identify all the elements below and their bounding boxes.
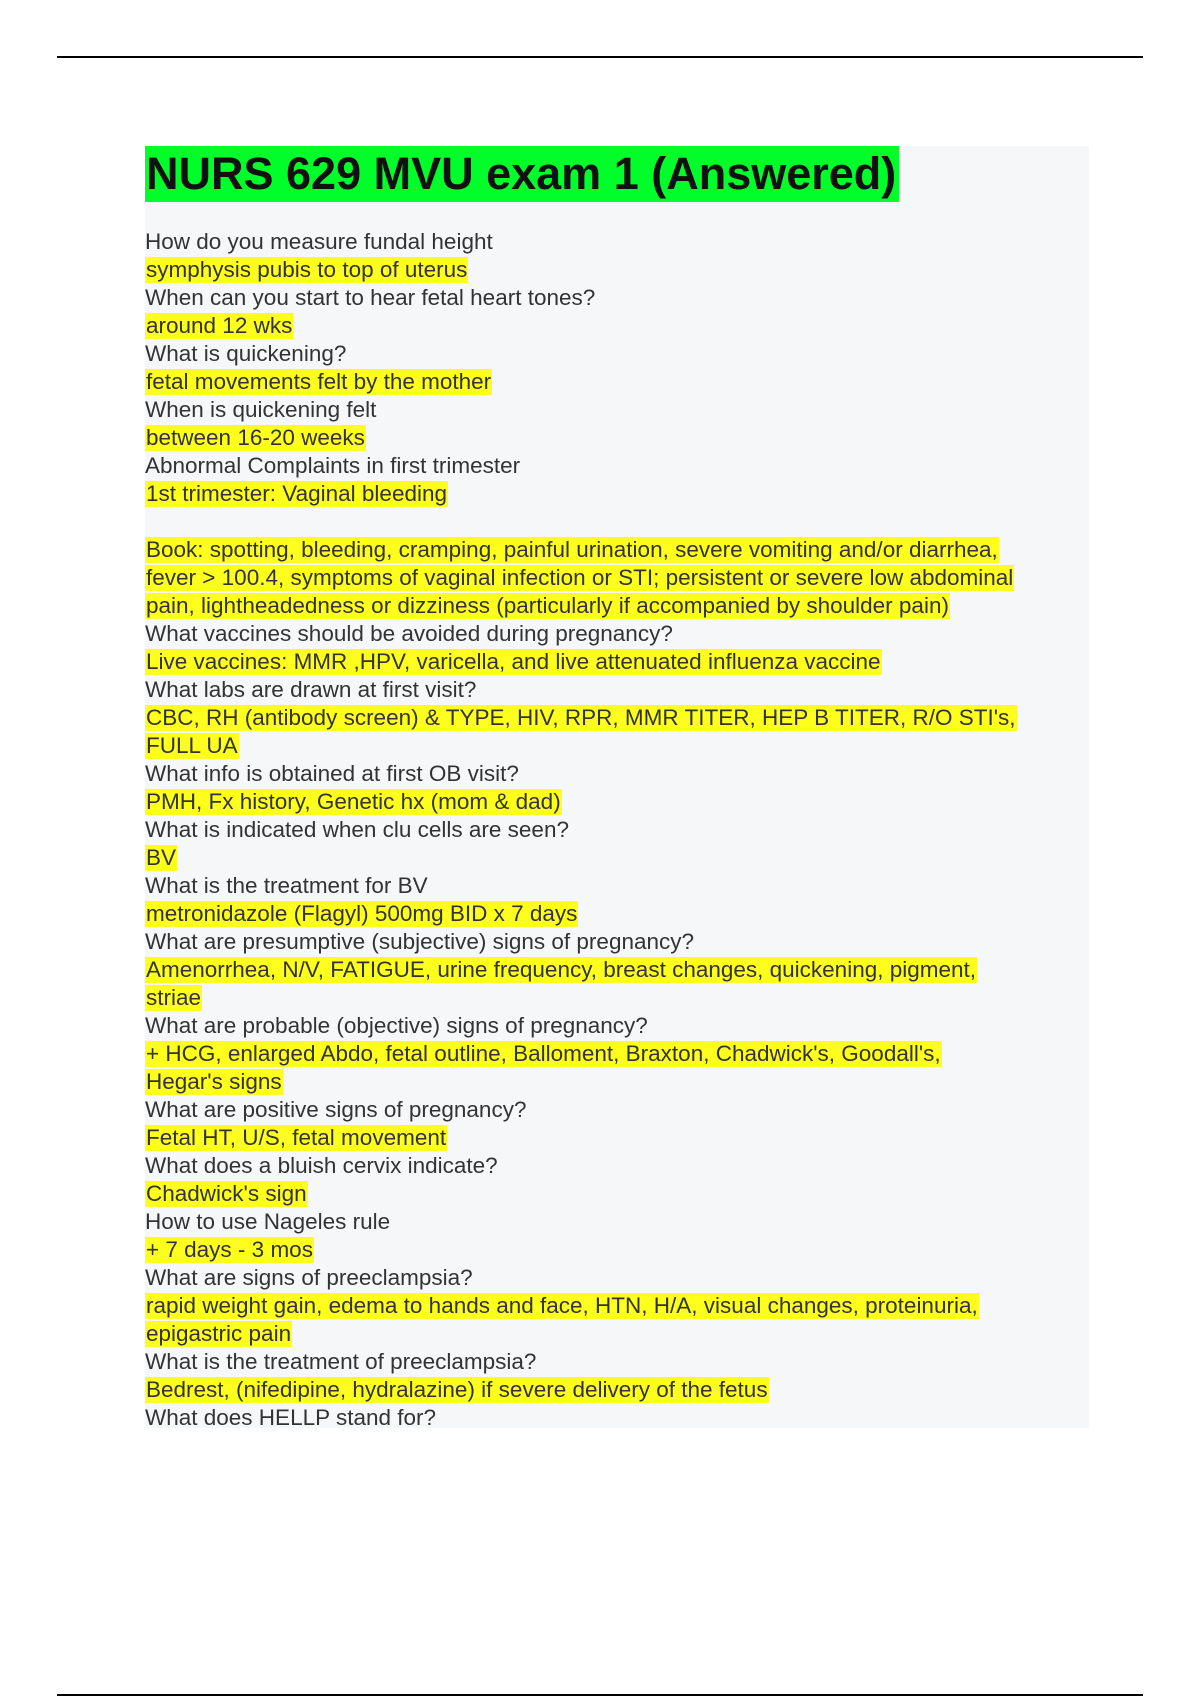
question-text: What are positive signs of pregnancy? xyxy=(145,1097,527,1122)
answer-text: around 12 wks xyxy=(146,313,293,338)
question-text: What is indicated when clu cells are seen? xyxy=(145,817,569,842)
qa-list xyxy=(145,228,1085,1432)
answer-line xyxy=(145,592,1085,620)
question-text: What is the treatment for BV xyxy=(145,873,428,898)
question-line xyxy=(145,928,1085,956)
question-line xyxy=(145,396,1085,424)
question-text: How do you measure fundal height xyxy=(145,229,493,254)
answer-line xyxy=(145,1180,1085,1208)
top-rule xyxy=(57,56,1143,58)
answer-line xyxy=(145,984,1085,1012)
question-line xyxy=(145,340,1085,368)
answer-line xyxy=(145,900,1085,928)
question-line xyxy=(145,816,1085,844)
question-line xyxy=(145,1404,1085,1432)
answer-line xyxy=(145,536,1085,564)
question-line xyxy=(145,1264,1085,1292)
answer-line xyxy=(145,424,1085,452)
answer-line xyxy=(145,368,1085,396)
question-text: When is quickening felt xyxy=(145,397,377,422)
question-text: Abnormal Complaints in first trimester xyxy=(145,453,521,478)
answer-text: epigastric pain xyxy=(146,1321,292,1346)
question-line xyxy=(145,872,1085,900)
answer-line xyxy=(145,1320,1085,1348)
answer-text: metronidazole (Flagyl) 500mg BID x 7 days xyxy=(146,901,578,926)
answer-line xyxy=(145,1292,1085,1320)
answer-line xyxy=(145,1376,1085,1404)
answer-line xyxy=(145,956,1085,984)
question-line xyxy=(145,1208,1085,1236)
answer-text: between 16-20 weeks xyxy=(146,425,365,450)
question-text: What are presumptive (subjective) signs of pregnancy? xyxy=(145,929,695,954)
answer-line xyxy=(145,732,1085,760)
answer-text: Amenorrhea, N/V, FATIGUE, urine frequency, breast changes, quickening, pigment, xyxy=(146,957,977,982)
answer-text: CBC, RH (antibody screen) & TYPE, HIV, RPR, MMR TITER, HEP B TITER, R/O STI's, xyxy=(146,705,1016,730)
question-line xyxy=(145,1348,1085,1376)
answer-text: Bedrest, (nifedipine, hydralazine) if severe delivery of the fetus xyxy=(146,1377,768,1402)
answer-text: Chadwick's sign xyxy=(146,1181,307,1206)
question-text: What info is obtained at first OB visit? xyxy=(145,761,519,786)
answer-text: 1st trimester: Vaginal bleeding xyxy=(146,481,447,506)
answer-text: PMH, Fx history, Genetic hx (mom & dad) xyxy=(146,789,561,814)
answer-line xyxy=(145,648,1085,676)
question-line xyxy=(145,228,1085,256)
answer-text: rapid weight gain, edema to hands and face, HTN, H/A, visual changes, proteinuria, xyxy=(146,1293,978,1318)
answer-line xyxy=(145,1040,1085,1068)
answer-line xyxy=(145,788,1085,816)
question-text: What does a bluish cervix indicate? xyxy=(145,1153,498,1178)
question-line xyxy=(145,760,1085,788)
answer-text: Live vaccines: MMR ,HPV, varicella, and live attenuated influenza vaccine xyxy=(146,649,881,674)
answer-text: fetal movements felt by the mother xyxy=(146,369,492,394)
question-text: What is the treatment of preeclampsia? xyxy=(145,1349,537,1374)
question-text: What are signs of preeclampsia? xyxy=(145,1265,473,1290)
answer-text: symphysis pubis to top of uterus xyxy=(146,257,468,282)
question-line xyxy=(145,676,1085,704)
answer-line xyxy=(145,312,1085,340)
question-text: What vaccines should be avoided during pregnancy? xyxy=(145,621,673,646)
question-text: What is quickening? xyxy=(145,341,347,366)
answer-text: FULL UA xyxy=(146,733,238,758)
blank-line xyxy=(145,508,1085,536)
answer-line xyxy=(145,704,1085,732)
question-line xyxy=(145,1152,1085,1180)
answer-text: BV xyxy=(146,845,177,870)
answer-text: striae xyxy=(146,985,202,1010)
question-text: What labs are drawn at first visit? xyxy=(145,677,477,702)
question-line xyxy=(145,1012,1085,1040)
document-title: NURS 629 MVU exam 1 (Answered) xyxy=(145,146,899,202)
answer-line xyxy=(145,1124,1085,1152)
answer-line xyxy=(145,1236,1085,1264)
question-line xyxy=(145,620,1085,648)
answer-text: Hegar's signs xyxy=(146,1069,282,1094)
bottom-rule xyxy=(57,1694,1143,1696)
question-text: What are probable (objective) signs of pregnancy? xyxy=(145,1013,648,1038)
question-text: What does HELLP stand for? xyxy=(145,1405,437,1430)
question-line xyxy=(145,452,1085,480)
question-text: How to use Nageles rule xyxy=(145,1209,391,1234)
answer-text: + 7 days - 3 mos xyxy=(146,1237,313,1262)
question-line xyxy=(145,284,1085,312)
answer-text: + HCG, enlarged Abdo, fetal outline, Balloment, Braxton, Chadwick's, Goodall's, xyxy=(146,1041,941,1066)
question-line xyxy=(145,1096,1085,1124)
answer-line xyxy=(145,844,1085,872)
answer-line xyxy=(145,564,1085,592)
question-text: When can you start to hear fetal heart tones? xyxy=(145,285,596,310)
answer-text: Fetal HT, U/S, fetal movement xyxy=(146,1125,447,1150)
answer-line xyxy=(145,256,1085,284)
answer-line xyxy=(145,480,1085,508)
answer-line xyxy=(145,1068,1085,1096)
answer-text: Book: spotting, bleeding, cramping, painful urination, severe vomiting and/or diarrhea, xyxy=(146,537,998,562)
answer-text: pain, lightheadedness or dizziness (particularly if accompanied by shoulder pain) xyxy=(146,593,949,618)
answer-text: fever > 100.4, symptoms of vaginal infection or STI; persistent or severe low abdominal xyxy=(146,565,1014,590)
